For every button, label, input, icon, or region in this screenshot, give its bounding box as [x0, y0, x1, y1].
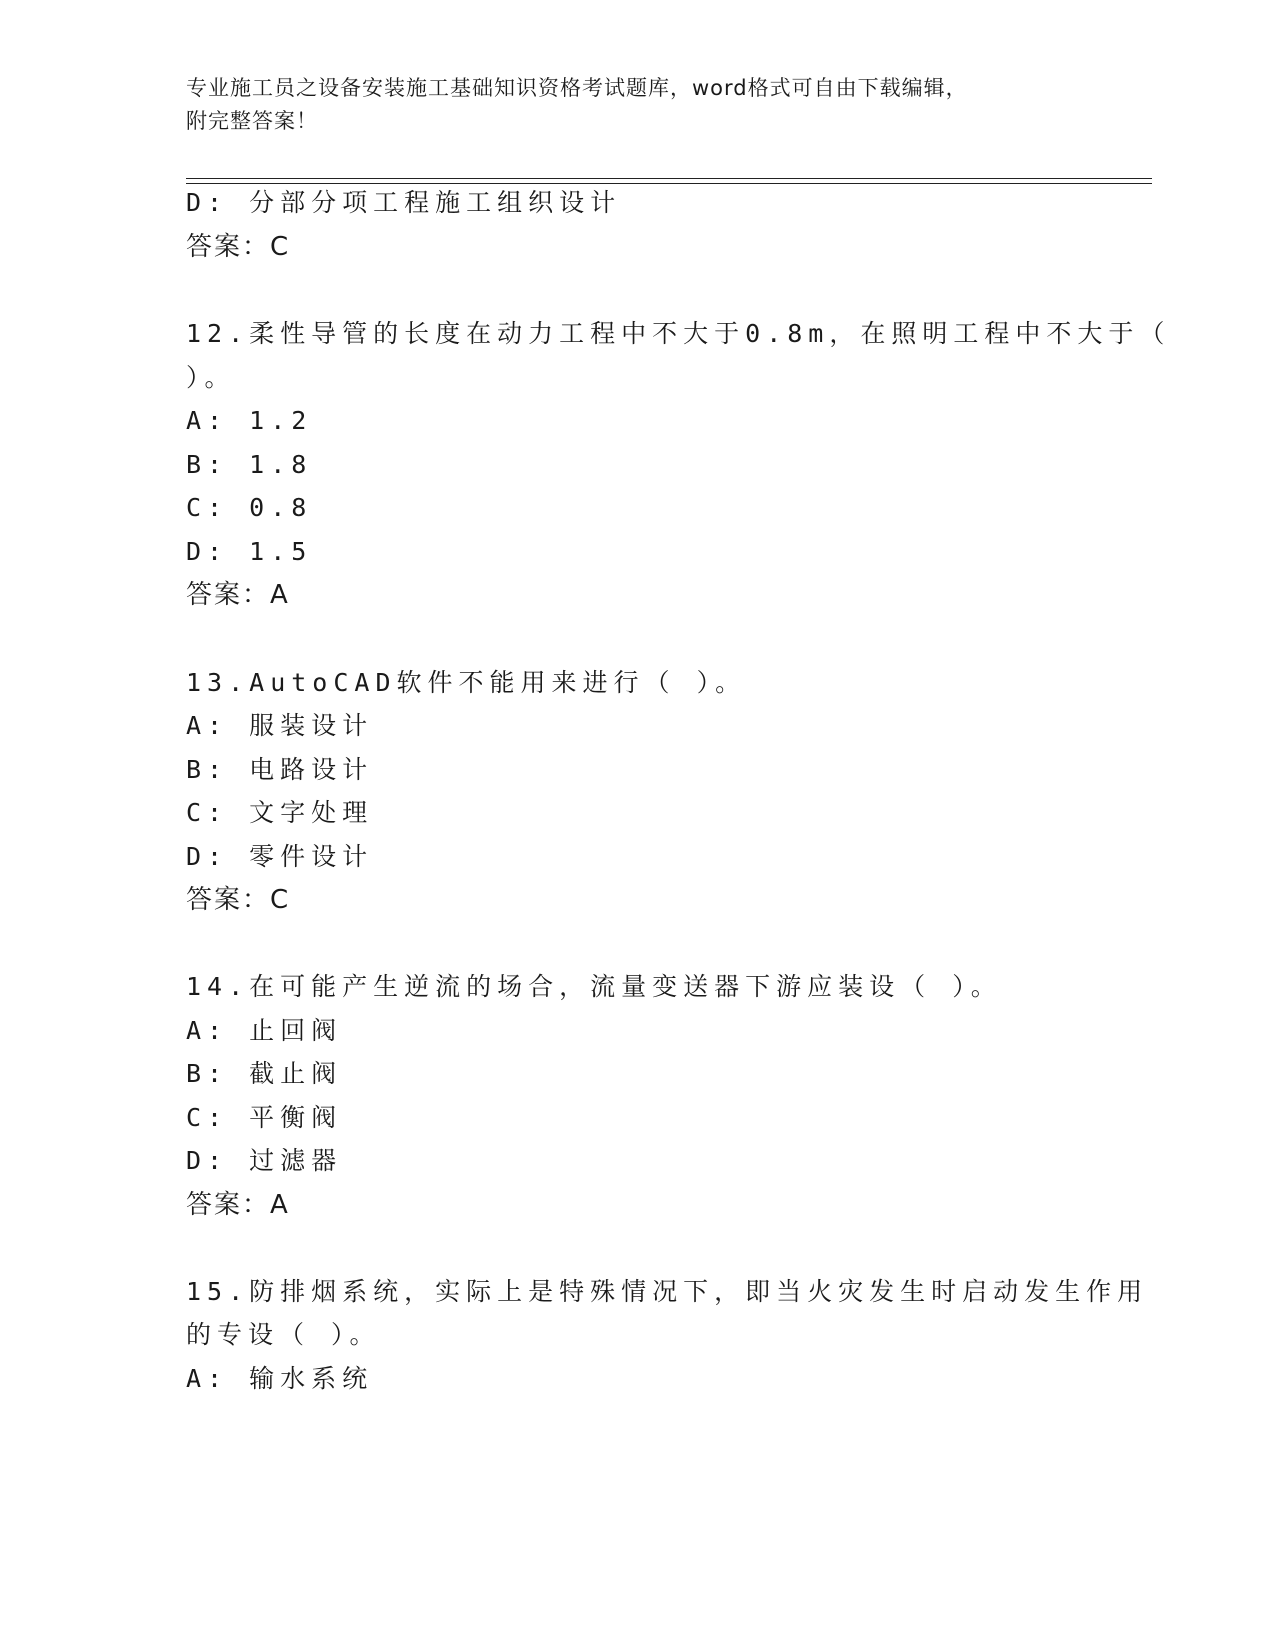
q13-question: 13.AutoCAD软件不能用来进行（ ）。: [186, 668, 747, 697]
q12-option-b: B: 1.8: [186, 450, 313, 479]
q12-question-line-1: 12.柔性导管的长度在动力工程中不大于0.8m，在照明工程中不大于（: [186, 319, 1171, 348]
q14-option-b: B: 截止阀: [186, 1059, 343, 1088]
document-header: [186, 72, 1086, 138]
q12-option-d: D: 1.5: [186, 537, 313, 566]
q14-option-a: A: 止回阀: [186, 1016, 343, 1045]
q11-answer: 答案：C: [186, 232, 291, 262]
q12-answer: 答案：A: [186, 580, 290, 610]
q12-option-c: C: 0.8: [186, 493, 313, 522]
q11-option-d: D: 分部分项工程施工组织设计: [186, 188, 622, 217]
q14-question: 14.在可能产生逆流的场合，流量变送器下游应装设（ ）。: [186, 972, 1002, 1001]
q13-option-c: C: 文字处理: [186, 798, 374, 827]
q13-option-b: B: 电路设计: [186, 755, 374, 784]
q15-question-line-1: 15.防排烟系统，实际上是特殊情况下，即当火灾发生时启动发生作用: [186, 1277, 1149, 1306]
q12-option-a: A: 1.2: [186, 406, 313, 435]
q14-answer: 答案：A: [186, 1190, 290, 1220]
header-divider-bottom: [186, 183, 1152, 184]
q13-option-a: A: 服装设计: [186, 711, 374, 740]
header-line-2: 附完整答案！: [186, 109, 318, 133]
q13-option-d: D: 零件设计: [186, 842, 374, 871]
q15-option-a: A: 输水系统: [186, 1364, 374, 1393]
q12-question-line-2: ）。: [186, 363, 236, 392]
q14-option-c: C: 平衡阀: [186, 1103, 343, 1132]
q14-option-d: D: 过滤器: [186, 1146, 343, 1175]
q13-answer: 答案：C: [186, 885, 291, 915]
header-line-1: 专业施工员之设备安装施工基础知识资格考试题库，word格式可自由下载编辑，: [186, 76, 968, 100]
header-divider-top: [186, 178, 1152, 179]
q15-question-line-2: 的专设（ ）。: [186, 1320, 381, 1349]
